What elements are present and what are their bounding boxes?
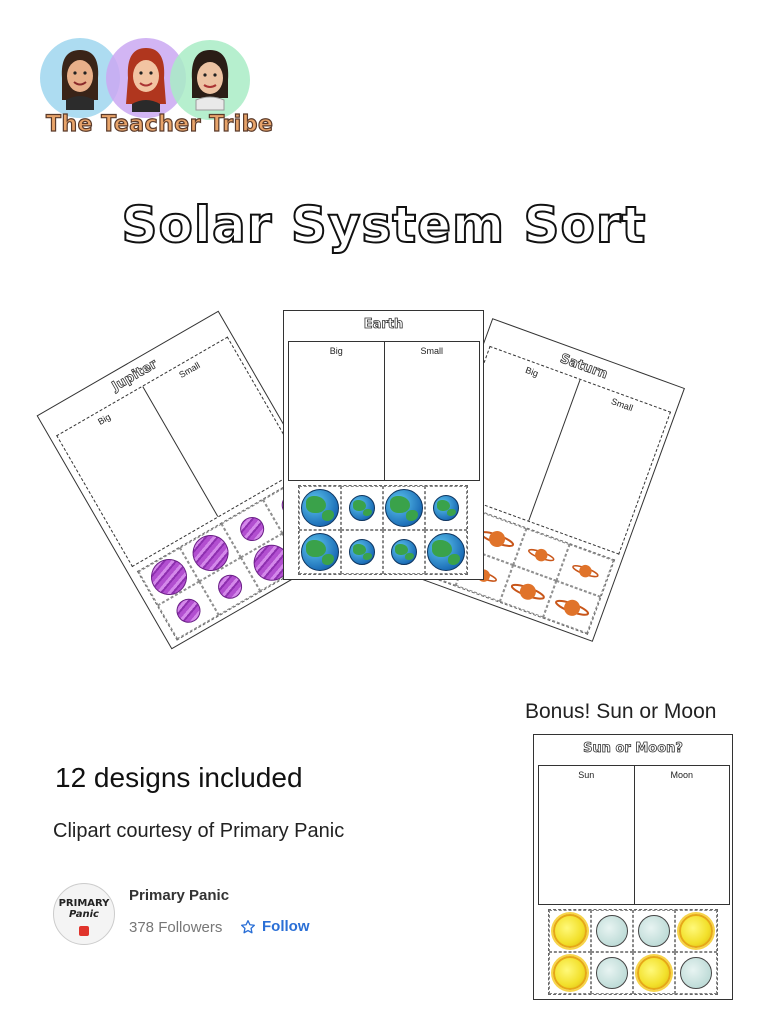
earth-icon [385, 489, 423, 527]
earth-icon [391, 539, 417, 565]
sheet-title: Saturn [557, 351, 610, 383]
earth-icon [433, 495, 459, 521]
sort-box [538, 765, 730, 905]
picture-cards [548, 909, 718, 995]
clipart-credit-text: Clipart courtesy of Primary Panic [53, 820, 345, 842]
column-small: Small [142, 338, 302, 517]
sheet-title: Jupiter [109, 356, 160, 395]
follow-button[interactable] [240, 918, 310, 935]
sort-box [288, 341, 480, 481]
sun-icon [553, 956, 587, 990]
saturn-icon [508, 576, 549, 607]
column-big: Big [329, 346, 343, 356]
page-title: Solar System Sort [121, 196, 647, 254]
earth-icon [349, 539, 375, 565]
earth-worksheet [283, 310, 484, 580]
column-moon: Moon [634, 766, 730, 904]
moon-icon [596, 957, 628, 989]
jupiter-icon [236, 512, 269, 545]
sheet-title: Sun or Moon? [583, 741, 683, 756]
column-small: Small [528, 380, 670, 554]
sun-icon [679, 914, 713, 948]
teacher-tribe-logo [40, 38, 274, 148]
earth-icon [301, 533, 339, 571]
column-big: Big [96, 411, 113, 427]
moon-icon [596, 915, 628, 947]
jupiter-icon [172, 594, 205, 627]
sun-icon [637, 956, 671, 990]
saturn-icon [569, 558, 601, 583]
star-icon [240, 919, 256, 935]
jupiter-icon [213, 570, 246, 603]
saturn-icon [525, 542, 557, 567]
column-small: Small [384, 342, 480, 480]
earth-icon [427, 533, 465, 571]
saturn-icon [552, 592, 593, 623]
avatar-badge-icon [79, 926, 89, 936]
author-avatar[interactable] [53, 883, 115, 945]
sun-icon [553, 914, 587, 948]
logo-avatars-icon [40, 38, 255, 118]
logo-text: The Teacher Tribe [46, 112, 274, 137]
moon-icon [680, 957, 712, 989]
earth-icon [349, 495, 375, 521]
designs-count-text: 12 designs included [55, 762, 303, 793]
follow-label: Follow [262, 918, 310, 935]
moon-icon [638, 915, 670, 947]
earth-icon [301, 489, 339, 527]
bonus-label: Bonus! Sun or Moon [525, 700, 717, 723]
avatar-logo-text: PRIMARY Panic [58, 898, 110, 920]
sheet-title: Earth [363, 317, 404, 332]
followers-count: 378 Followers [129, 919, 223, 936]
sun-moon-worksheet [533, 734, 733, 1000]
author-name-link[interactable]: Primary Panic [129, 887, 230, 904]
picture-cards [298, 485, 468, 575]
column-big: Big [524, 364, 540, 379]
column-sun: Sun [578, 770, 595, 780]
